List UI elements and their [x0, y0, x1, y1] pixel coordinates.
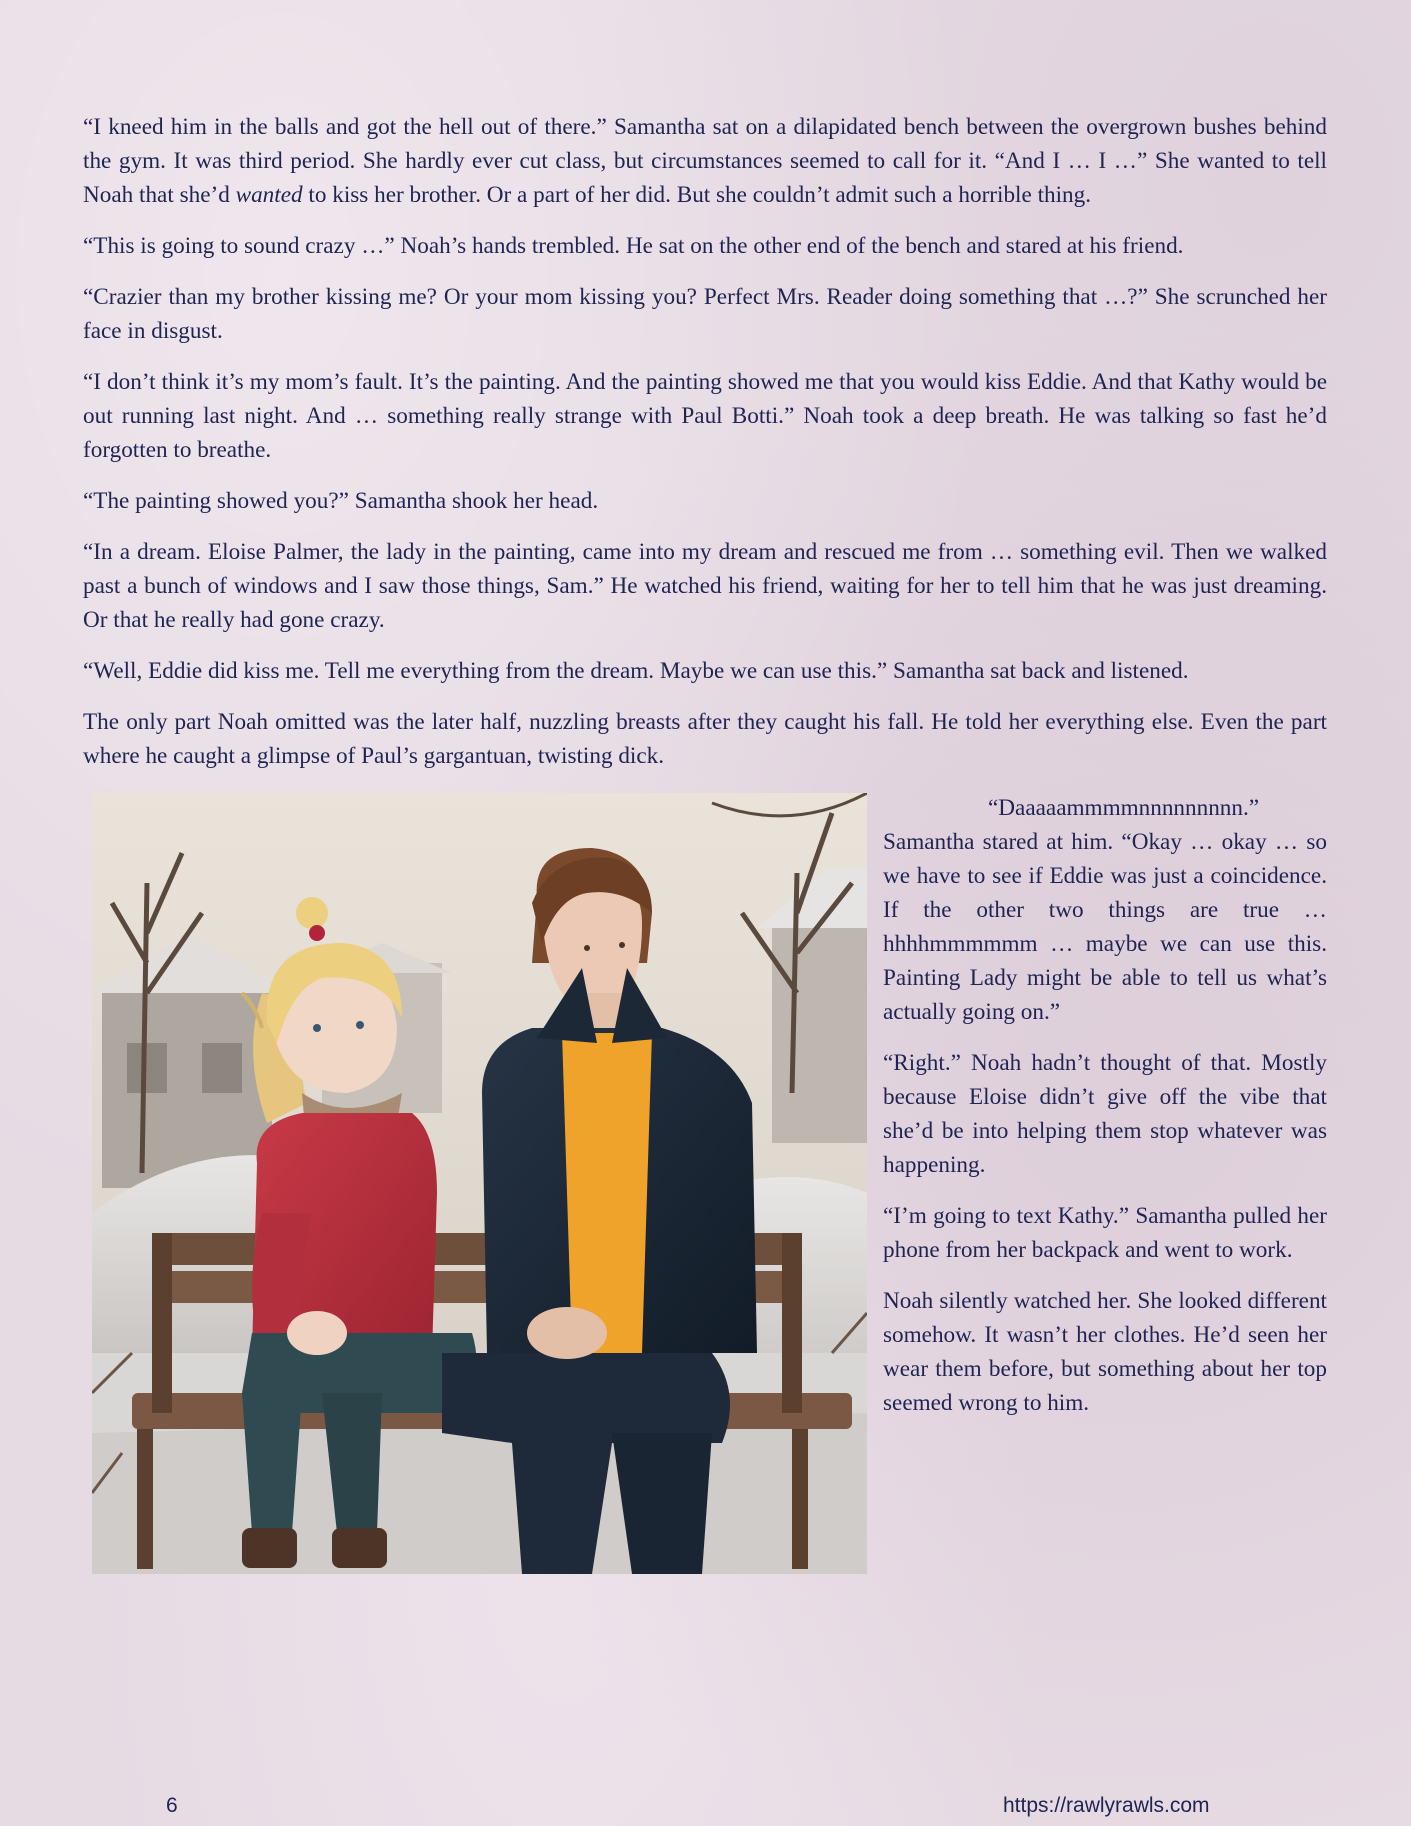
paragraph-3: “Crazier than my brother kissing me? Or your mom kissing you? Perfect Mrs. Reader doing something that …?” She scrunched her face in disgust. — [83, 284, 1327, 344]
paragraph-5: “The painting showed you?” Samantha shook her head. — [83, 488, 599, 514]
page-body — [83, 110, 1327, 1593]
paragraph-4: “I don’t think it’s my mom’s fault. It’s the painting. And the painting showed me that you would kiss Eddie. And that Kathy would be out running last night. And … something really strange with Paul Botti.” Noah took a deep breath. He was talking so fast he’d forgotten to breathe. — [83, 369, 1327, 463]
emphasis-wanted: wanted — [235, 182, 303, 208]
paragraph-8: The only part Noah omitted was the later half, nuzzling breasts after they caught his fall. He told her everything else. Even the part where he caught a glimpse of Paul’s gargantuan, twisting dick. — [83, 709, 1327, 769]
footer-url-link[interactable]: https://rawlyrawls.com — [1003, 1794, 1210, 1817]
paragraph-1 — [83, 110, 1327, 212]
image-text-section — [83, 793, 1327, 1593]
side-column-text — [883, 791, 1327, 1437]
paragraph-2: “This is going to sound crazy …” Noah’s hands trembled. He sat on the other end of the bench and stared at his friend. — [83, 233, 1184, 259]
paragraph-6: “In a dream. Eloise Palmer, the lady in the painting, came into my dream and rescued me from … something evil. Then we walked past a bunch of windows and I saw those things, Sam.” He watched his friend, waiting for her to tell him that he was just dreaming. Or that he really had gone crazy. — [83, 539, 1327, 633]
side-paragraph-4: Noah silently watched her. She looked different somehow. It wasn’t her clothes. He’d seen her wear them before, but something about her top seemed wrong to him. — [883, 1288, 1327, 1416]
side-paragraph-3: “I’m going to text Kathy.” Samantha pulled her phone from her backpack and went to work. — [883, 1203, 1327, 1263]
paragraph-1-text: “I kneed him in the balls and got the hell out of there.” Samantha sat on a dilapidated bench between the overgrown bushes behind the gym. It was third period. She hardly ever cut class, but circumstances seemed to call for it. “And I … I …” She wanted to tell Noah that she’d — [83, 114, 1327, 208]
page-number: 6 — [166, 1794, 178, 1817]
side-paragraph-2: “Right.” Noah hadn’t thought of that. Mostly because Eloise didn’t give off the vibe that she’d be into helping them stop whatever was happening. — [883, 1050, 1327, 1178]
side-paragraph-1: “Daaaaammmmnnnnnnnnn.” Samantha stared at him. “Okay … okay … so we have to see if Eddie was just a coincidence. If the other two things are true … hhhhmmmmmm … maybe we can use this. Painting Lady might be able to tell us what’s actually going on.” — [883, 795, 1327, 1025]
paragraph-1-tail: to kiss her brother. Or a part of her did. But she couldn’t admit such a horrible thing. — [302, 182, 1092, 208]
paragraph-7: “Well, Eddie did kiss me. Tell me everything from the dream. Maybe we can use this.” Samantha sat back and listened. — [83, 658, 1189, 684]
illustration-couple-on-bench — [92, 793, 867, 1574]
